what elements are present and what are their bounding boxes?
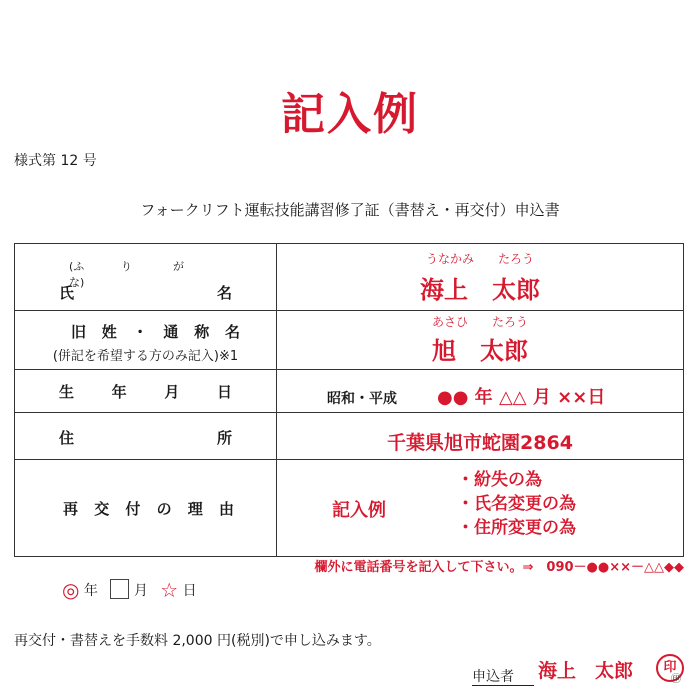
seal-reference-mark: ㊞ xyxy=(671,674,681,685)
reason-example-label: 記入例 xyxy=(332,500,386,521)
former-name-label: 旧 姓 ・ 通 称 名 xyxy=(71,323,240,341)
address-value: 千葉県旭市蛇園2864 xyxy=(387,432,573,454)
name-label: 氏 名 xyxy=(59,284,232,302)
form-number: 様式第 12 号 xyxy=(14,153,97,169)
former-name-value: 旭 太郎 xyxy=(432,337,528,365)
row-address xyxy=(15,413,684,460)
former-name-furigana-value: あさひ たろう xyxy=(431,315,528,329)
month-label: 月 xyxy=(133,583,148,599)
phone-note: 欄外に電話番号を記入して下さい。⇒ 090－●●××－△△◆◆ xyxy=(314,560,684,575)
row-former-name xyxy=(15,311,684,370)
day-label: 日 xyxy=(182,583,197,599)
square-icon xyxy=(110,579,129,599)
reason-item: ・紛失の為 xyxy=(457,470,542,490)
row-reason xyxy=(15,460,684,557)
reason-label: 再 交 付 の 理 由 xyxy=(63,500,234,518)
reason-list xyxy=(457,468,576,540)
star-icon: ☆ xyxy=(160,578,179,602)
fee-note: 再交付・書替えを手数料 2,000 円(税別)で申し込みます。 xyxy=(14,633,381,649)
birthdate-label-cell xyxy=(15,370,277,413)
row-birthdate xyxy=(15,370,684,413)
document-title: フォークリフト運転技能講習修了証（書替え・再交付）申込書 xyxy=(140,201,560,219)
reason-label-cell xyxy=(15,460,277,557)
reason-value-cell[interactable] xyxy=(277,460,684,557)
name-value-cell[interactable] xyxy=(277,244,684,311)
birthdate-value-cell[interactable] xyxy=(277,370,684,413)
reason-item: ・住所変更の為 xyxy=(457,518,576,538)
former-name-value-cell[interactable] xyxy=(277,311,684,370)
page-title: 記入例 xyxy=(281,89,419,140)
reason-item: ・氏名変更の為 xyxy=(457,494,576,514)
name-furigana-value: うなかみ たろう xyxy=(425,252,534,266)
address-label: 住 所 xyxy=(59,429,232,447)
former-name-label-cell xyxy=(15,311,277,370)
date-row xyxy=(62,578,197,602)
name-value: 海上 太郎 xyxy=(420,276,540,304)
furigana-label: (ふ り がな) xyxy=(69,260,184,289)
name-label-cell xyxy=(15,244,277,311)
address-label-cell xyxy=(15,413,277,460)
birthdate-label: 生 年 月 日 xyxy=(59,383,232,401)
birth-era: 昭和・平成 xyxy=(327,391,397,407)
former-name-note: (併記を希望する方のみ記入)※1 xyxy=(52,349,239,364)
applicant-signature xyxy=(472,660,681,686)
applicant-label: 申込者 xyxy=(472,669,534,686)
seal-icon: 印 xyxy=(656,654,684,682)
applicant-name[interactable]: 海上 太郎 xyxy=(538,660,634,682)
year-label: 年 xyxy=(83,583,98,599)
address-value-cell[interactable] xyxy=(277,413,684,460)
row-name xyxy=(15,244,684,311)
birthdate-value: ●● 年 △△ 月 ××日 xyxy=(437,387,606,408)
double-circle-icon: ◎ xyxy=(62,578,80,602)
application-form-table xyxy=(14,243,684,557)
